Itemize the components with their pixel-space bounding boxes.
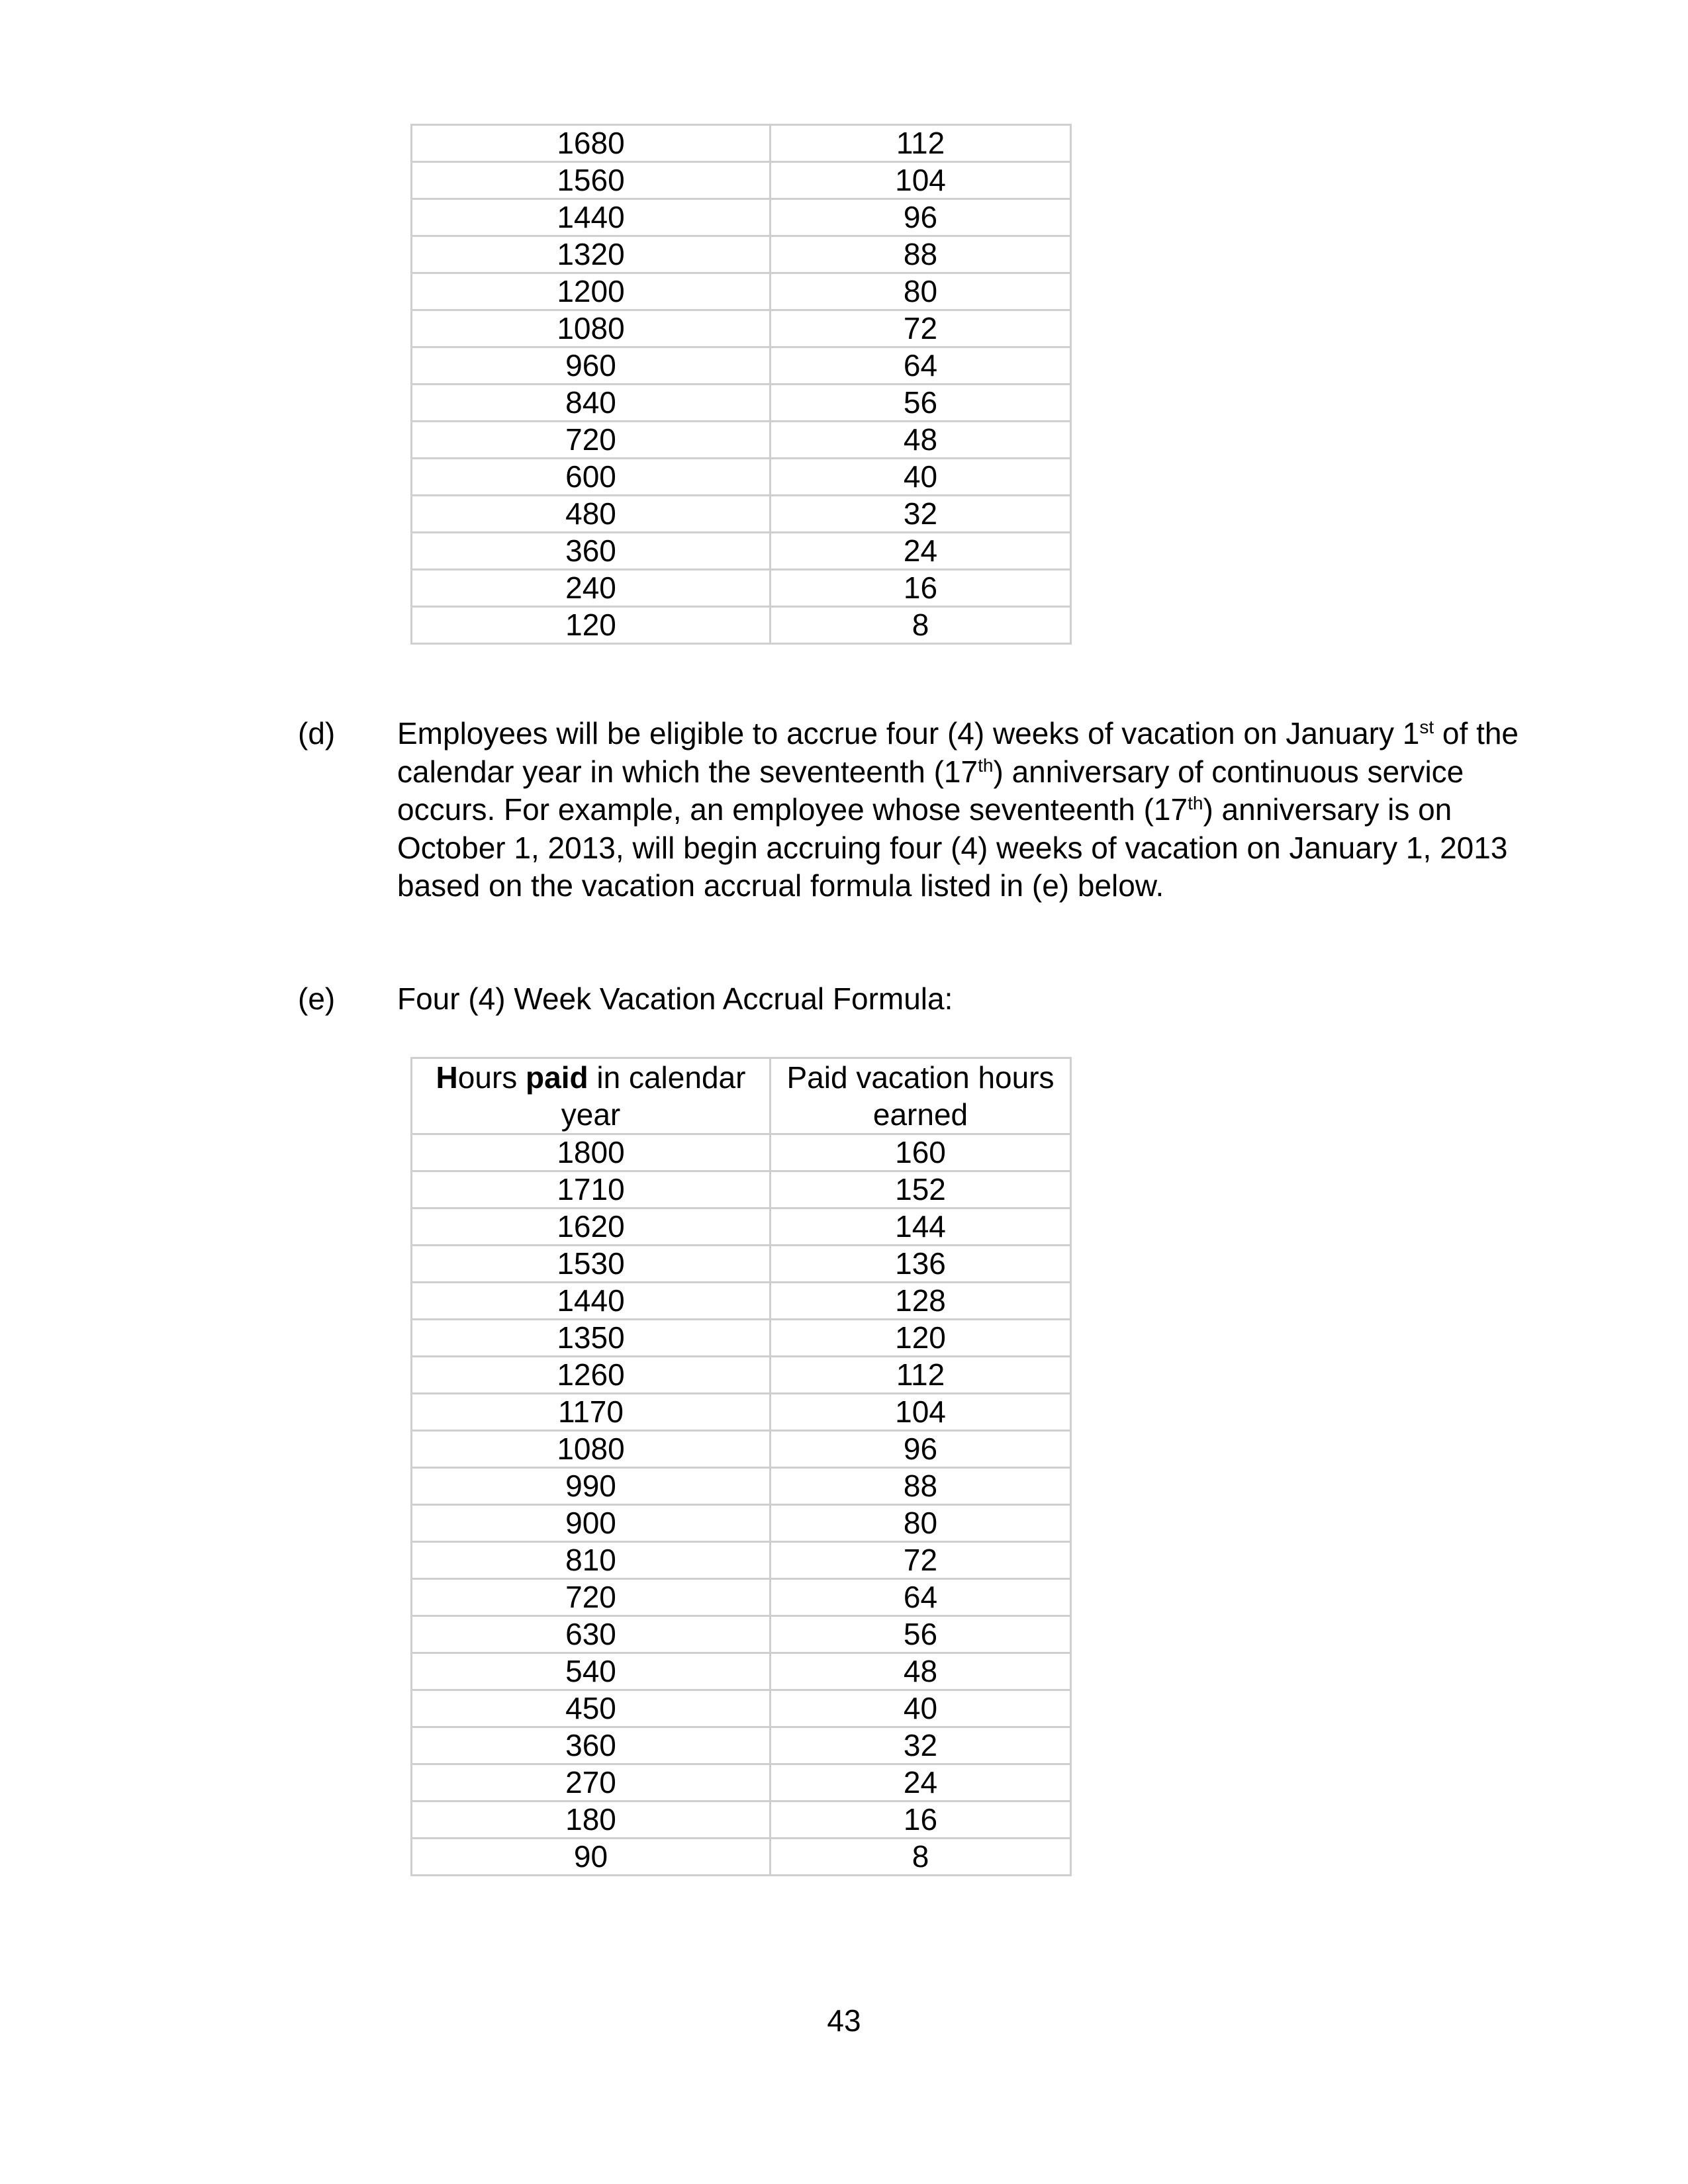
table-row [412, 385, 1071, 422]
vacation-hours-cell: 120 [771, 1320, 1071, 1357]
accrual-formula-table-body [412, 1134, 1071, 1876]
table-row [412, 1505, 1071, 1542]
hours-paid-cell: 240 [412, 570, 771, 607]
vacation-hours-cell: 96 [771, 199, 1071, 236]
vacation-hours-cell: 72 [771, 310, 1071, 347]
table-row [412, 1579, 1071, 1616]
hours-paid-cell: 1530 [412, 1246, 771, 1283]
vacation-hours-cell: 32 [771, 1727, 1071, 1764]
paragraph-d-marker: (d) [298, 716, 336, 751]
hours-paid-cell: 990 [412, 1468, 771, 1505]
vacation-hours-cell: 136 [771, 1246, 1071, 1283]
table-row [412, 1616, 1071, 1653]
vacation-hours-cell: 104 [771, 1394, 1071, 1431]
header-hours-paid-part: H [436, 1060, 458, 1095]
table-row [412, 459, 1071, 496]
vacation-hours-cell: 8 [771, 607, 1071, 644]
hours-paid-cell: 90 [412, 1839, 771, 1876]
table-row [412, 1171, 1071, 1208]
header-hours-paid-part: paid [526, 1060, 588, 1095]
hours-paid-cell: 1710 [412, 1171, 771, 1208]
paragraph-d-text-part: of the calendar year in which the seventeenth (17 [397, 716, 1519, 789]
hours-paid-cell: 720 [412, 1579, 771, 1616]
ordinal-superscript: th [978, 754, 994, 776]
table-row [412, 1727, 1071, 1764]
paragraph-d-text-part: Employees will be eligible to accrue four (4) weeks of vacation on January 1 [397, 716, 1420, 751]
accrual-table-top [410, 124, 1072, 645]
table-row [412, 347, 1071, 385]
table-row [412, 533, 1071, 570]
table-row [412, 1801, 1071, 1839]
vacation-hours-cell: 64 [771, 347, 1071, 385]
vacation-hours-cell: 16 [771, 1801, 1071, 1839]
header-hours-paid-part: ours [457, 1060, 526, 1095]
hours-paid-cell: 1170 [412, 1394, 771, 1431]
vacation-hours-cell: 128 [771, 1283, 1071, 1320]
header-vacation-earned: Paid vacation hours earned [771, 1058, 1071, 1134]
header-hours-paid-part: in calendar year [561, 1060, 746, 1132]
paragraph-d-text [397, 715, 1536, 905]
table-row [412, 1839, 1071, 1876]
vacation-hours-cell: 24 [771, 1764, 1071, 1801]
table-row [412, 236, 1071, 273]
table-row [412, 1208, 1071, 1246]
accrual-table-top-body [412, 125, 1071, 644]
table-row [412, 1653, 1071, 1690]
table-row [412, 199, 1071, 236]
hours-paid-cell: 450 [412, 1690, 771, 1727]
table-row [412, 1542, 1071, 1579]
vacation-hours-cell: 112 [771, 1357, 1071, 1394]
vacation-hours-cell: 56 [771, 385, 1071, 422]
paragraph-e-marker: (e) [298, 981, 336, 1016]
hours-paid-cell: 1680 [412, 125, 771, 162]
vacation-hours-cell: 160 [771, 1134, 1071, 1171]
vacation-hours-cell: 32 [771, 496, 1071, 533]
hours-paid-cell: 1080 [412, 310, 771, 347]
vacation-hours-cell: 88 [771, 1468, 1071, 1505]
table-header-row [412, 1058, 1071, 1134]
hours-paid-cell: 1080 [412, 1431, 771, 1468]
table-row [412, 422, 1071, 459]
hours-paid-cell: 270 [412, 1764, 771, 1801]
hours-paid-cell: 360 [412, 1727, 771, 1764]
hours-paid-cell: 1620 [412, 1208, 771, 1246]
table-row [412, 1764, 1071, 1801]
hours-paid-cell: 960 [412, 347, 771, 385]
table-row [412, 1246, 1071, 1283]
table-row [412, 1394, 1071, 1431]
hours-paid-cell: 1260 [412, 1357, 771, 1394]
table-row [412, 607, 1071, 644]
table-row [412, 310, 1071, 347]
hours-paid-cell: 630 [412, 1616, 771, 1653]
table-row [412, 496, 1071, 533]
hours-paid-cell: 1350 [412, 1320, 771, 1357]
header-hours-paid [412, 1058, 771, 1134]
ordinal-superscript: th [1188, 793, 1203, 813]
hours-paid-cell: 1560 [412, 162, 771, 199]
vacation-hours-cell: 16 [771, 570, 1071, 607]
table-row [412, 1320, 1071, 1357]
hours-paid-cell: 540 [412, 1653, 771, 1690]
paragraph-d-text-part: ) anniversary of continuous service occurs. For example, an employee whose seventeenth (17 [397, 754, 1464, 827]
hours-paid-cell: 480 [412, 496, 771, 533]
table-row [412, 125, 1071, 162]
hours-paid-cell: 600 [412, 459, 771, 496]
hours-paid-cell: 120 [412, 607, 771, 644]
vacation-hours-cell: 48 [771, 422, 1071, 459]
vacation-hours-cell: 72 [771, 1542, 1071, 1579]
vacation-hours-cell: 48 [771, 1653, 1071, 1690]
table-row [412, 1134, 1071, 1171]
paragraph-e [0, 980, 1688, 1020]
ordinal-superscript: st [1419, 717, 1434, 737]
vacation-hours-cell: 80 [771, 273, 1071, 310]
vacation-hours-cell: 144 [771, 1208, 1071, 1246]
hours-paid-cell: 840 [412, 385, 771, 422]
hours-paid-cell: 1440 [412, 1283, 771, 1320]
hours-paid-cell: 1800 [412, 1134, 771, 1171]
table-row [412, 570, 1071, 607]
paragraph-e-text: Four (4) Week Vacation Accrual Formula: [397, 981, 953, 1016]
table-row [412, 1283, 1071, 1320]
vacation-hours-cell: 8 [771, 1839, 1071, 1876]
vacation-hours-cell: 24 [771, 533, 1071, 570]
vacation-hours-cell: 56 [771, 1616, 1071, 1653]
vacation-hours-cell: 40 [771, 1690, 1071, 1727]
accrual-formula-table [410, 1057, 1072, 1876]
page-number: 43 [827, 2003, 861, 2038]
vacation-hours-cell: 80 [771, 1505, 1071, 1542]
table-row [412, 1468, 1071, 1505]
table-row [412, 1357, 1071, 1394]
paragraph-d-text-part: ) anniversary is on October 1, 2013, will begin accruing four (4) weeks of vacation on January 1, 2013 based on the vacation accrual formula listed in (e) below. [397, 792, 1508, 903]
vacation-hours-cell: 88 [771, 236, 1071, 273]
vacation-hours-cell: 40 [771, 459, 1071, 496]
hours-paid-cell: 1200 [412, 273, 771, 310]
table-row [412, 162, 1071, 199]
hours-paid-cell: 1440 [412, 199, 771, 236]
hours-paid-cell: 360 [412, 533, 771, 570]
paragraph-d [0, 715, 1688, 946]
vacation-hours-cell: 104 [771, 162, 1071, 199]
hours-paid-cell: 180 [412, 1801, 771, 1839]
table-row [412, 1690, 1071, 1727]
vacation-hours-cell: 96 [771, 1431, 1071, 1468]
table-row [412, 1431, 1071, 1468]
hours-paid-cell: 720 [412, 422, 771, 459]
hours-paid-cell: 1320 [412, 236, 771, 273]
vacation-hours-cell: 64 [771, 1579, 1071, 1616]
vacation-hours-cell: 152 [771, 1171, 1071, 1208]
hours-paid-cell: 900 [412, 1505, 771, 1542]
table-row [412, 273, 1071, 310]
hours-paid-cell: 810 [412, 1542, 771, 1579]
vacation-hours-cell: 112 [771, 125, 1071, 162]
